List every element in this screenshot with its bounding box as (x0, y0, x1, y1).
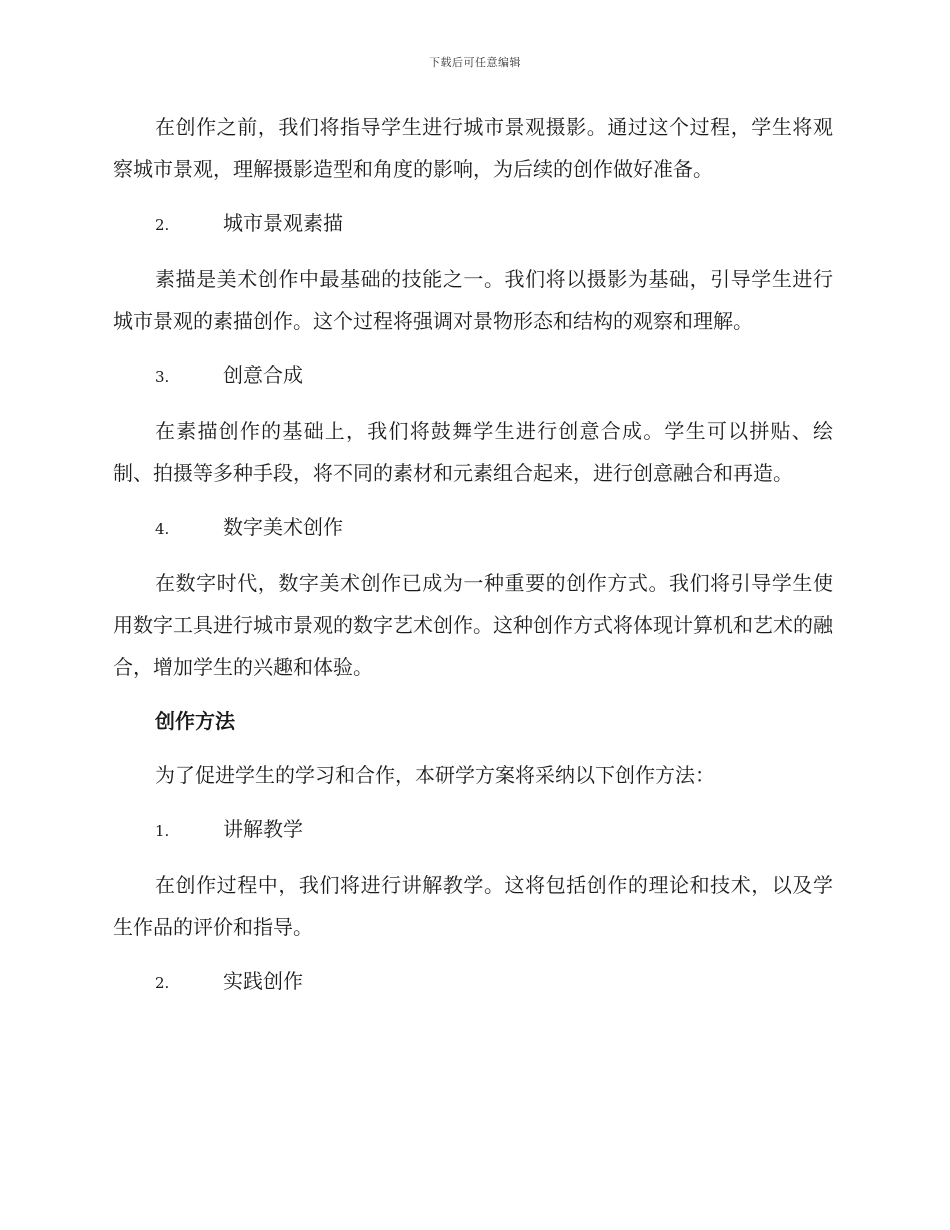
list-title: 讲解教学 (223, 817, 303, 841)
list-number: 2. (155, 974, 170, 992)
list-number: 3. (155, 368, 170, 386)
list-number: 1. (155, 822, 170, 840)
paragraph-sketch: 素描是美术创作中最基础的技能之一。我们将以摄影为基础，引导学生进行城市景观的素描创作。这个过程将强调对景物形态和结构的观察和理解。 (113, 267, 833, 333)
section-heading: 创作方法 (155, 709, 235, 733)
list-item-sketch (113, 202, 833, 246)
list-item-lecture-teaching (113, 808, 833, 852)
list-number: 4. (155, 520, 170, 538)
document-body (113, 106, 833, 1016)
paragraph-photography: 在创作之前，我们将指导学生进行城市景观摄影。通过这个过程，学生将观察城市景观，理解摄影造型和角度的影响，为后续的创作做好准备。 (113, 115, 833, 181)
list-title: 实践创作 (223, 969, 303, 993)
list-title: 数字美术创作 (223, 515, 343, 539)
page-header: 下载后可任意编辑 (429, 56, 521, 69)
list-item-creative-synthesis (113, 354, 833, 398)
list-item-digital-art (113, 506, 833, 550)
list-item-practice-creation (113, 960, 833, 1004)
list-number: 2. (155, 216, 170, 234)
paragraph-methods-intro: 为了促进学生的学习和合作，本研学方案将采纳以下创作方法： (155, 763, 715, 787)
paragraph-digital-art: 在数字时代，数字美术创作已成为一种重要的创作方式。我们将引导学生使用数字工具进行城市景观的数字艺术创作。这种创作方式将体现计算机和艺术的融合，增加学生的兴趣和体验。 (113, 571, 833, 679)
paragraph-creative-synthesis: 在素描创作的基础上，我们将鼓舞学生进行创意合成。学生可以拼贴、绘制、拍摄等多种手段，将不同的素材和元素组合起来，进行创意融合和再造。 (113, 419, 833, 485)
paragraph-lecture-teaching: 在创作过程中，我们将进行讲解教学。这将包括创作的理论和技术，以及学生作品的评价和指导。 (113, 873, 833, 939)
list-title: 城市景观素描 (223, 211, 343, 235)
list-title: 创意合成 (223, 363, 303, 387)
